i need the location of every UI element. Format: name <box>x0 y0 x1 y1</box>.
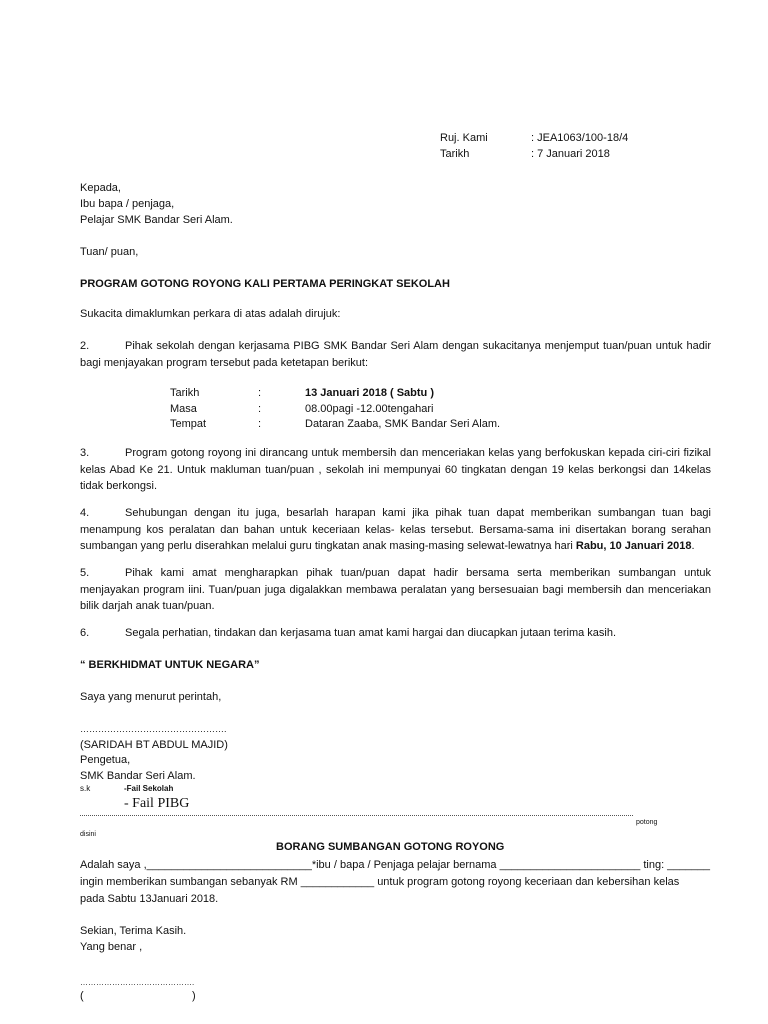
deadline-date: Rabu, 10 Januari 2018 <box>575 540 692 552</box>
paragraph-text: Segala perhatian, tindakan dan kerjasama tuan amat kami hargai dan diucapkan jutaan terima kasih. <box>125 627 617 639</box>
closing-text: Saya yang menurut perintah, <box>80 691 222 703</box>
form-signature-line: ……………………………………. <box>80 978 195 987</box>
form-line: pada Sabtu 13Januari 2018. <box>80 893 219 905</box>
form-line: ingin memberikan sumbangan sebanyak RM ____________ untuk program gotong royong keceriaan dan kebersihan kelas <box>80 876 680 888</box>
school-name: SMK Bandar Seri Alam. <box>80 770 196 782</box>
sk-item: -Fail Sekolah <box>124 784 174 793</box>
paragraph-4 <box>80 505 711 555</box>
sk-item: - Fail PIBG <box>124 796 190 811</box>
date-value: : 7 Januari 2018 <box>531 148 610 160</box>
detail-label-date: Tarikh <box>170 387 200 399</box>
paragraph-text: Pihak kami amat mengharapkan pihak tuan/puan dapat hadir bersama serta memberikan sumbangan untuk menjayakan program iini. Tuan/puan juga digalakkan membawa peralatan yang bersesuaian bagi membersih dan menceriakan bilik darjah anak tuan/puan. <box>80 567 711 612</box>
detail-label-time: Masa <box>170 403 197 415</box>
paragraph-text: Pihak sekolah dengan kerjasama PIBG SMK Bandar Seri Alam dengan sukacitanya menjemput tuan/puan untuk hadir bagi menjayakan program tersebut pada ketetapan berikut: <box>80 340 711 369</box>
form-line: Adalah saya ,___________________________*ibu / bapa / Penjaga pelajar bernama _______________________ ting: _______ <box>80 859 711 871</box>
paragraph-end: . <box>691 540 695 552</box>
paragraph-5 <box>80 565 711 615</box>
motto: “ BERKHIDMAT UNTUK NEGARA” <box>80 659 260 671</box>
signatory-name: (SARIDAH BT ABDUL MAJID) <box>80 739 228 751</box>
signature-line: …………………………………………. <box>80 724 227 734</box>
bracket-open: ( <box>80 990 84 1002</box>
detail-colon: : <box>258 387 262 399</box>
cut-label: disini <box>80 831 96 838</box>
detail-value-date: 13 Januari 2018 ( Sabtu ) <box>305 387 434 399</box>
form-closing: Yang benar , <box>80 941 143 953</box>
detail-label-place: Tempat <box>170 418 207 430</box>
recipient-line: Pelajar SMK Bandar Seri Alam. <box>80 214 233 226</box>
cut-label: potong <box>636 819 658 826</box>
paragraph-number: 5. <box>80 567 90 579</box>
form-closing: Sekian, Terima Kasih. <box>80 925 187 937</box>
paragraph-number: 2. <box>80 340 90 352</box>
paragraph-text: Program gotong royong ini dirancang untuk membersih dan menceriakan kelas yang berfokuskan kepada ciri-ciri fizikal kelas Abad Ke 21. Untuk makluman tuan/puan , sekolah ini mempunyai 60 tingkatan dengan 19 kelas berkongsi dan 14kelas tidak berkongsi. <box>80 447 711 492</box>
detail-colon: : <box>258 418 262 430</box>
salutation: Tuan/ puan, <box>80 246 139 258</box>
paragraph-3 <box>80 445 711 495</box>
recipient-line: Kepada, <box>80 182 121 194</box>
letter-title: PROGRAM GOTONG ROYONG KALI PERTAMA PERINGKAT SEKOLAH <box>80 278 450 290</box>
paragraph-6 <box>80 625 711 642</box>
form-title: BORANG SUMBANGAN GOTONG ROYONG <box>276 841 505 853</box>
paragraph-number: 6. <box>80 627 90 639</box>
paragraph-number: 4. <box>80 507 90 519</box>
paragraph-2 <box>80 338 711 371</box>
cut-line <box>80 815 633 816</box>
sk-label: s.k <box>80 784 91 793</box>
detail-colon: : <box>258 403 262 415</box>
signatory-position: Pengetua, <box>80 754 131 766</box>
ref-value: : JEA1063/100-18/4 <box>531 132 629 144</box>
date-label: Tarikh <box>440 148 470 160</box>
recipient-line: Ibu bapa / penjaga, <box>80 198 175 210</box>
paragraph-text: Sehubungan dengan itu juga, besarlah harapan kami jika pihak tuan dapat memberikan sumbangan tuan bagi menampung kos peralatan dan bahan untuk keceriaan kelas- kelas tersebut. Bersama-sama ini disertakan borang serahan sumbangan yang perlu diserahkan melalui guru tingkatan anak masing-masing selewat-lewatnya hari <box>80 507 711 552</box>
bracket-close: ) <box>192 990 196 1002</box>
detail-value-time: 08.00pagi -12.00tengahari <box>305 403 434 415</box>
paragraph-number: 3. <box>80 447 90 459</box>
intro-text: Sukacita dimaklumkan perkara di atas adalah dirujuk: <box>80 308 341 320</box>
ref-label: Ruj. Kami <box>440 132 488 144</box>
detail-value-place: Dataran Zaaba, SMK Bandar Seri Alam. <box>305 418 501 430</box>
